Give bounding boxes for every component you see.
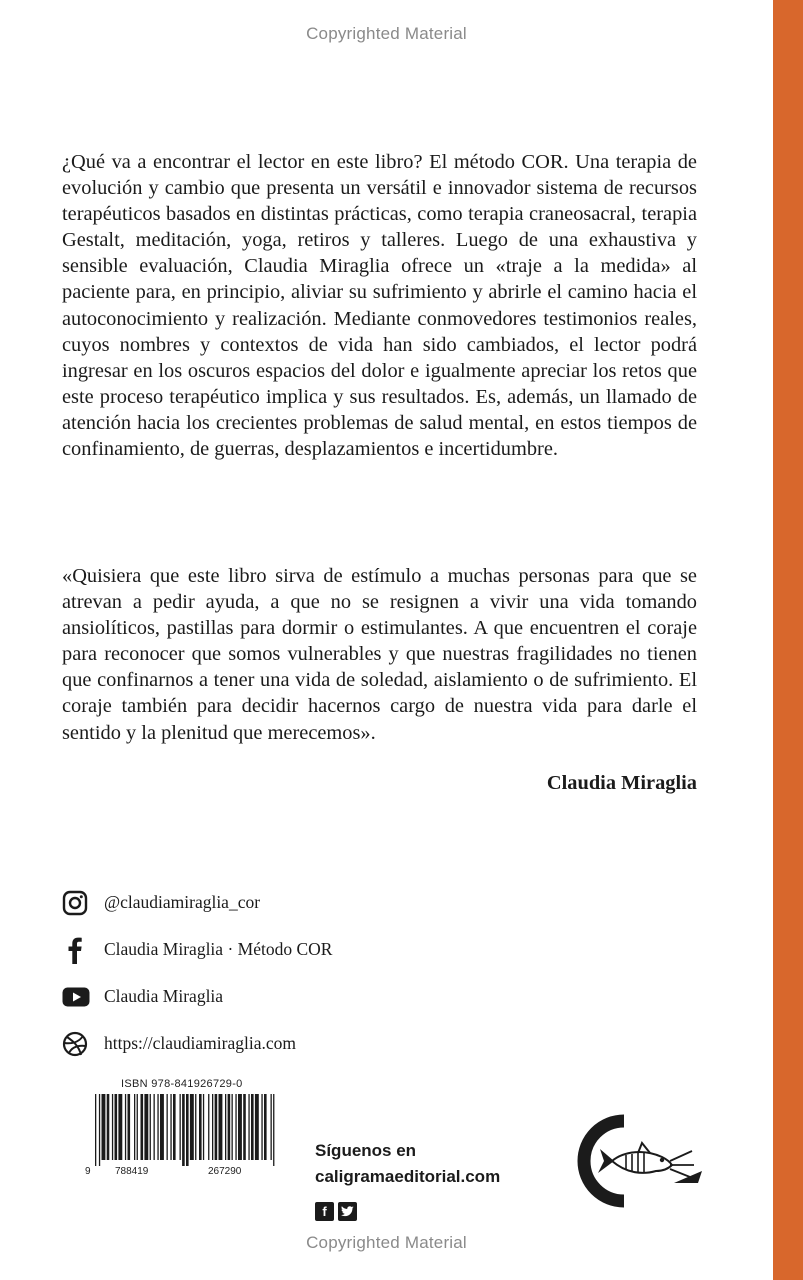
facebook-icon: [62, 935, 94, 964]
barcode-bars: [85, 1094, 285, 1166]
barcode-bar: [102, 1094, 106, 1160]
barcode-bar: [273, 1094, 274, 1166]
barcode-bar: [243, 1094, 246, 1160]
barcode-bar: [150, 1094, 151, 1160]
barcode-bar: [219, 1094, 223, 1160]
barcode-bar: [212, 1094, 213, 1160]
instagram-handle: @claudiamiraglia_cor: [104, 892, 261, 912]
youtube-icon: [62, 982, 94, 1011]
facebook-page: Claudia Miraglia · Método COR: [104, 939, 333, 959]
barcode-bar: [264, 1094, 267, 1160]
barcode-bar: [107, 1094, 110, 1160]
barcode-bar: [99, 1094, 100, 1166]
barcode-bar: [182, 1094, 185, 1166]
barcode-bar: [248, 1094, 249, 1160]
barcode-bar: [167, 1094, 168, 1160]
barcode-bar: [115, 1094, 118, 1160]
social-row-facebook[interactable]: [62, 935, 462, 964]
barcode-bar: [271, 1094, 272, 1160]
barcode-digit-first: 9: [85, 1166, 91, 1177]
social-row-website[interactable]: [62, 1029, 462, 1058]
social-links: [62, 888, 462, 1076]
author-signature: Claudia Miraglia: [546, 772, 697, 794]
barcode-bar: [228, 1094, 231, 1160]
follow-label: Síguenos en: [315, 1141, 417, 1160]
barcode-bar: [199, 1094, 202, 1160]
isbn-label: ISBN 978-841926729-0: [121, 1078, 243, 1090]
watermark-bottom: Copyrighted Material: [306, 1233, 467, 1252]
barcode-bar: [180, 1094, 181, 1160]
synopsis-paragraph: ¿Qué va a encontrar el lector en este libro? El método COR. Una terapia de evolución y cambio que presenta un versátil e innovador sistema de recursos terapéuticos basados en distintas prácticas, como terapia craneosacral, terapia Gestalt, meditación, yoga, retiros y talleres. Luego de una exhaustiva y sensible evaluación, Claudia Miraglia ofrece un «traje a la medida» al paciente para, en principio, aliviar su sufrimiento y abrirle el camino hacia el autoconocimiento y realización. Mediante conmovedores testimonios reales, cuyos nombres y contextos de vida han sido cambiados, el lector podrá ingresar en los oscuros espacios del dolor e igualmente apreciar los retos que este proceso terapéutico implica y sus resultados. Es, además, un llamado de atención hacia los crecientes problemas de salud mental, en estos tiempos de confinamiento, de guerras, desplazamientos e incertidumbre.: [62, 151, 697, 461]
social-row-instagram[interactable]: [62, 888, 462, 917]
barcode-bar: [225, 1094, 226, 1160]
barcode-bar: [95, 1094, 96, 1166]
barcode-bar: [157, 1094, 158, 1160]
barcode-bar: [170, 1094, 171, 1160]
social-row-youtube[interactable]: [62, 982, 462, 1011]
youtube-channel: Claudia Miraglia: [104, 986, 224, 1006]
barcode-bar: [144, 1094, 148, 1160]
barcode-bar: [186, 1094, 189, 1166]
publisher-social-icons: [315, 1202, 357, 1221]
barcode-bar: [154, 1094, 155, 1160]
spine-band: [773, 0, 803, 1280]
publisher-site[interactable]: caligramaeditorial.com: [315, 1167, 501, 1186]
watermark-top: Copyrighted Material: [306, 24, 467, 43]
barcode-bar: [118, 1094, 122, 1160]
barcode-bar: [141, 1094, 144, 1160]
twitter-icon[interactable]: [338, 1202, 357, 1221]
barcode-bar: [173, 1094, 176, 1160]
barcode-bar: [251, 1094, 254, 1160]
barcode-bar: [261, 1094, 262, 1160]
dribbble-icon: [62, 1029, 94, 1058]
barcode-digits-right: 267290: [208, 1166, 242, 1177]
barcode-bar: [203, 1094, 204, 1160]
website-url: https://claudiamiraglia.com: [104, 1033, 296, 1053]
facebook-icon[interactable]: f: [315, 1202, 334, 1221]
barcode-digits-left: 788419: [115, 1166, 149, 1177]
barcode-bar: [112, 1094, 113, 1160]
barcode-bar: [232, 1094, 233, 1160]
barcode-bar: [137, 1094, 138, 1160]
publisher-logo-icon: [572, 1113, 712, 1209]
barcode-bar: [190, 1094, 194, 1160]
isbn-barcode: [85, 1078, 300, 1184]
barcode-bar: [195, 1094, 196, 1160]
barcode-bar: [235, 1094, 236, 1160]
instagram-icon: [62, 888, 94, 917]
author-quote: «Quisiera que este libro sirva de estímulo a muchas personas para que se atrevan a pedir ayuda, a que no se resignen a vivir una vida tomando ansiolíticos, pastillas para dormir o estimulantes. A que encuentren el coraje para reconocer que somos vulnerables y que nuestras fragilidades no tienen que confinarnos a tener una vida de soledad, aislamiento o de sufrimiento. El coraje también para decidir hacernos cargo de nuestra vida para darle el sentido y la plenitud que merecemos».: [62, 565, 697, 744]
barcode-bar: [208, 1094, 209, 1160]
barcode-bar: [255, 1094, 259, 1160]
barcode-bar: [160, 1094, 164, 1160]
barcode-bar: [134, 1094, 135, 1160]
barcode-bar: [238, 1094, 242, 1160]
barcode-bar: [128, 1094, 131, 1160]
barcode-bar: [215, 1094, 218, 1160]
publisher-follow: [315, 1138, 500, 1190]
barcode-bar: [125, 1094, 126, 1160]
